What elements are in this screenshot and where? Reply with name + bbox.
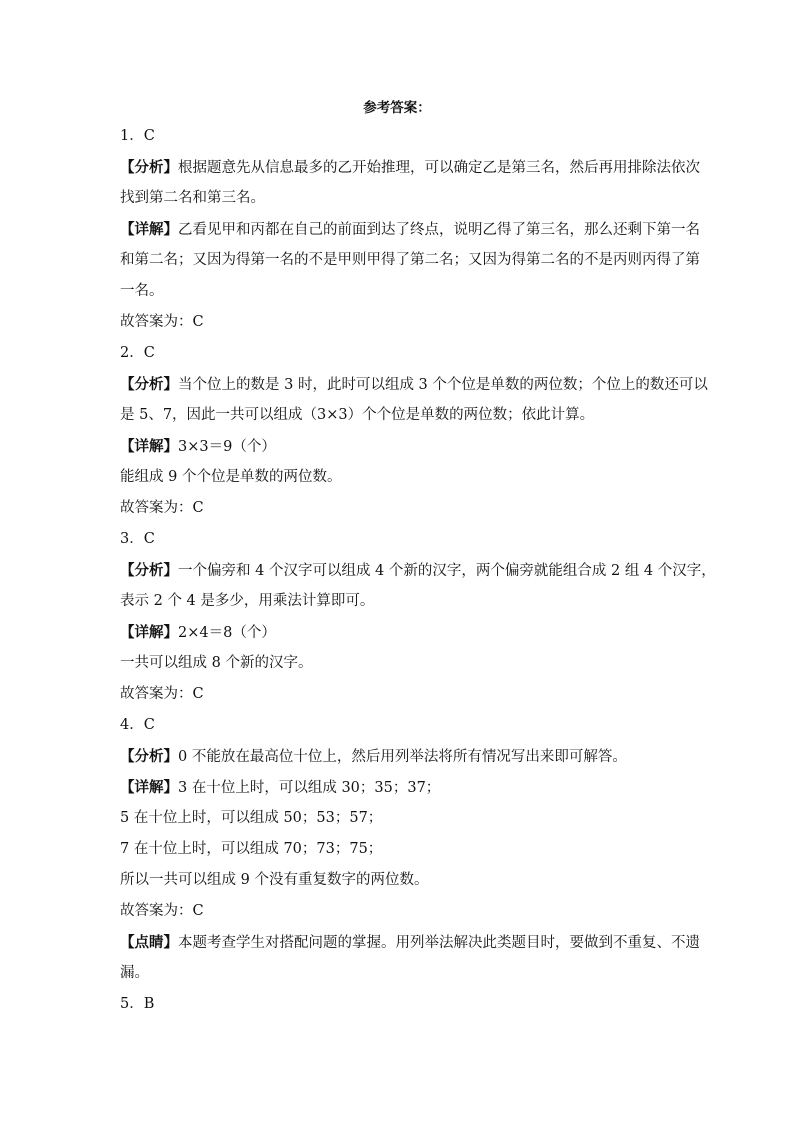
text-line [120, 121, 680, 152]
line-text: 5．B [120, 996, 155, 1012]
section-tag: 【分析】 [120, 376, 178, 393]
text-line [120, 400, 680, 431]
text-line [120, 338, 680, 369]
text-line [120, 245, 700, 276]
text-line [120, 896, 680, 927]
text-line [120, 803, 680, 834]
text-line [120, 648, 680, 679]
text-line [120, 617, 680, 648]
text-line [120, 772, 680, 803]
line-text: 一共可以组成 8 个新的汉字。 [120, 655, 313, 671]
text-line [120, 524, 680, 555]
answer-content [120, 121, 716, 1020]
section-tag: 【分析】 [120, 159, 178, 176]
line-text: 一名。 [120, 283, 164, 299]
line-text: 2×4＝8（个） [178, 625, 276, 641]
text-line [120, 927, 700, 958]
text-line [120, 214, 700, 245]
text-line [120, 369, 708, 400]
section-tag: 【详解】 [120, 438, 178, 455]
section-tag: 【详解】 [120, 624, 178, 641]
text-line [120, 741, 680, 772]
line-text: 本题考查学生对搭配问题的掌握。用列举法解决此类题目时，要做到不重复、不遗 [178, 935, 700, 951]
text-line [120, 865, 680, 896]
text-line [120, 462, 680, 493]
text-line [120, 834, 680, 865]
text-line [120, 679, 680, 710]
section-tag: 【分析】 [120, 748, 178, 765]
line-text: 和第二名；又因为得第一名的不是甲则甲得了第二名；又因为得第二名的不是丙则丙得了第 [120, 252, 700, 268]
line-text: 4．C [120, 717, 155, 733]
text-line [120, 989, 680, 1020]
text-line [120, 183, 680, 214]
text-line [120, 555, 716, 586]
line-text: 3．C [120, 531, 155, 547]
text-line [120, 493, 680, 524]
text-line [120, 586, 680, 617]
page-title: 参考答案： [363, 100, 431, 116]
line-text: 故答案为：C [120, 686, 204, 702]
line-text: 表示 2 个 4 是多少，用乘法计算即可。 [120, 593, 375, 609]
line-text: 2．C [120, 345, 155, 361]
section-tag: 【分析】 [120, 562, 178, 579]
text-line [120, 307, 680, 338]
line-text: 故答案为：C [120, 500, 204, 516]
line-text: 一个偏旁和 4 个汉字可以组成 4 个新的汉字，两个偏旁就能组合成 2 组 4 个汉字， [178, 563, 716, 579]
line-text: 当个位上的数是 3 时，此时可以组成 3 个个位是单数的两位数；个位上的数还可以 [178, 377, 708, 393]
section-tag: 【详解】 [120, 779, 178, 796]
line-text: 根据题意先从信息最多的乙开始推理，可以确定乙是第三名，然后再用排除法依次 [178, 160, 700, 176]
text-line [120, 710, 680, 741]
section-tag: 【详解】 [120, 221, 178, 238]
line-text: 故答案为：C [120, 314, 204, 330]
line-text: 1．C [120, 128, 155, 144]
line-text: 3 在十位上时，可以组成 30；35；37； [178, 780, 441, 796]
line-text: 找到第二名和第三名。 [120, 190, 265, 206]
text-line [120, 431, 680, 462]
line-text: 漏。 [120, 965, 149, 981]
text-line [120, 276, 680, 307]
line-text: 故答案为：C [120, 903, 204, 919]
text-line [120, 958, 680, 989]
line-text: 所以一共可以组成 9 个没有重复数字的两位数。 [120, 872, 429, 888]
section-tag: 【点睛】 [120, 934, 178, 951]
text-line [120, 152, 700, 183]
line-text: 7 在十位上时，可以组成 70；73；75； [120, 841, 383, 857]
line-text: 是 5、7，因此一共可以组成（3×3）个个位是单数的两位数；依此计算。 [120, 407, 595, 423]
line-text: 能组成 9 个个位是单数的两位数。 [120, 469, 342, 485]
line-text: 乙看见甲和丙都在自己的前面到达了终点，说明乙得了第三名，那么还剩下第一名 [178, 222, 700, 238]
line-text: 0 不能放在最高位十位上，然后用列举法将所有情况写出来即可解答。 [178, 749, 627, 765]
line-text: 5 在十位上时，可以组成 50；53；57； [120, 810, 383, 826]
line-text: 3×3＝9（个） [178, 439, 276, 455]
